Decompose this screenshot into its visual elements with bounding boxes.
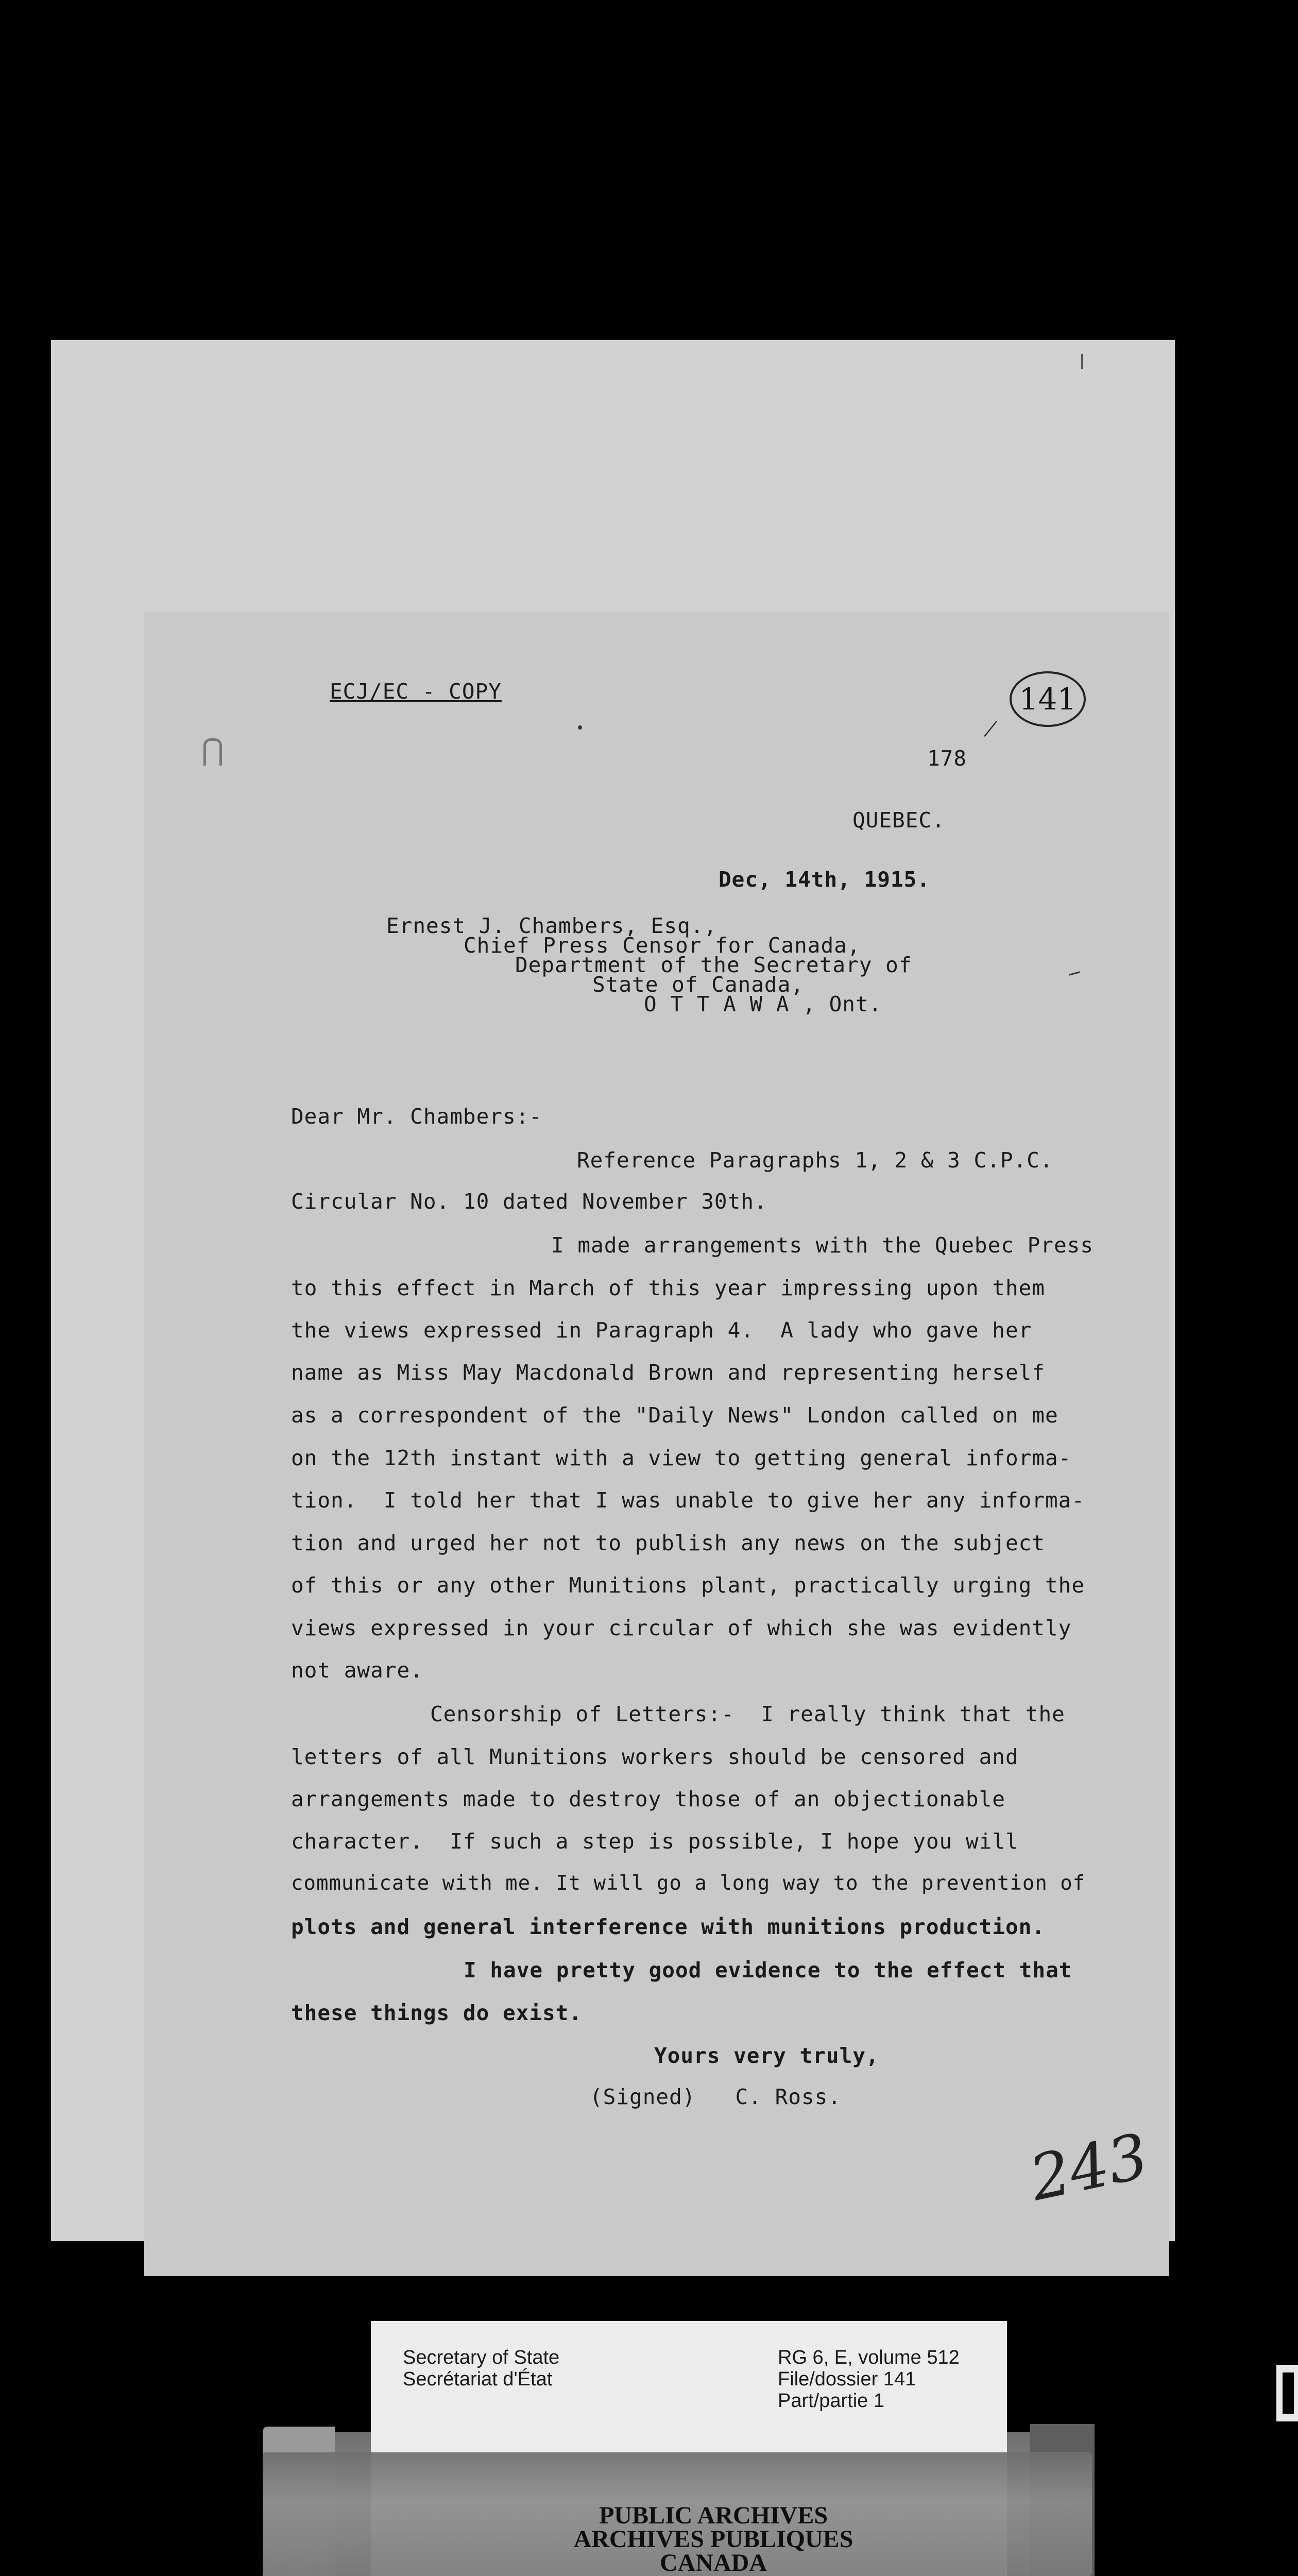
edge-tab-notch: [1283, 2372, 1294, 2414]
body-line: communicate with me. It will go a long way to the prevention of: [291, 1872, 1086, 1895]
folio-number: 178: [927, 746, 967, 771]
addressee-line: Department of the Secretary of: [515, 953, 912, 977]
creator-en: Secretary of State: [403, 2347, 560, 2368]
body-line: tion. I told her that I was unable to give her any informa-: [291, 1488, 1085, 1513]
reference-header: ECJ/EC - COPY: [330, 679, 502, 704]
body-line: views expressed in your circular of which she was evidently: [291, 1616, 1072, 1640]
signature: (Signed) C. Ross.: [590, 2084, 841, 2109]
body-line: I have pretty good evidence to the effect that: [464, 1958, 1072, 1982]
pencil-tick-mark: ⁄: [989, 718, 993, 741]
backing-sheet-pencil-mark: ǀ: [1076, 350, 1089, 374]
pencil-stroke: [1069, 971, 1080, 976]
closing: Yours very truly,: [654, 2043, 879, 2068]
body-line: not aware.: [291, 1658, 423, 1683]
addressee-line: Ernest J. Chambers, Esq.,: [386, 913, 718, 938]
circled-file-number: 141: [1010, 671, 1086, 727]
stamp-line-2: ARCHIVES PUBLIQUES: [573, 2526, 853, 2553]
addressee-line: O T T A W A , Ont.: [644, 992, 882, 1016]
date-line: Dec, 14th, 1915.: [719, 867, 930, 892]
place-line: QUEBEC.: [852, 808, 945, 833]
body-line: letters of all Munitions workers should be censored and: [291, 1744, 1019, 1769]
reference-volume: RG 6, E, volume 512: [778, 2347, 960, 2368]
reference-part: Part/partie 1: [778, 2390, 884, 2412]
letter-page: [144, 612, 1169, 2276]
reference-line-2: Circular No. 10 dated November 30th.: [291, 1189, 767, 1214]
handwritten-page-mark: 243: [1024, 2120, 1154, 2215]
body-line: tion and urged her not to publish any news on the subject: [291, 1531, 1045, 1555]
ink-dot: [578, 725, 582, 730]
stamp-line-3: CANADA: [660, 2549, 767, 2576]
reference-line-1: Reference Paragraphs 1, 2 & 3 C.P.C.: [577, 1148, 1053, 1173]
body-line: as a correspondent of the "Daily News" London called on me: [291, 1403, 1058, 1428]
salutation: Dear Mr. Chambers:-: [291, 1104, 542, 1129]
body-line: plots and general interference with munitions production.: [291, 1914, 1045, 1939]
body-line: arrangements made to destroy those of an objectionable: [291, 1787, 1005, 1811]
creator-fr: Secrétariat d'État: [403, 2368, 553, 2390]
body-line: to this effect in March of this year impressing upon them: [291, 1276, 1045, 1300]
body-line: character. If such a step is possible, I hope you will: [291, 1829, 1019, 1854]
reference-file: File/dossier 141: [778, 2368, 916, 2390]
archives-stamp: [453, 2504, 973, 2576]
stamp-line-1: PUBLIC ARCHIVES: [599, 2502, 828, 2529]
body-line: on the 12th instant with a view to getting general informa-: [291, 1446, 1072, 1470]
body-line: I made arrangements with the Quebec Press: [551, 1233, 1094, 1258]
body-line: these things do exist.: [291, 2001, 583, 2025]
body-line: the views expressed in Paragraph 4. A lady who gave her: [291, 1318, 1032, 1343]
addressee-line: Chief Press Censor for Canada,: [464, 933, 861, 958]
margin-hook-mark: [203, 738, 222, 766]
body-line: Censorship of Letters:- I really think that the: [430, 1702, 1065, 1726]
body-line: of this or any other Munitions plant, practically urging the: [291, 1573, 1085, 1598]
body-line: name as Miss May Macdonald Brown and representing herself: [291, 1360, 1045, 1385]
addressee-line: State of Canada,: [592, 972, 804, 997]
